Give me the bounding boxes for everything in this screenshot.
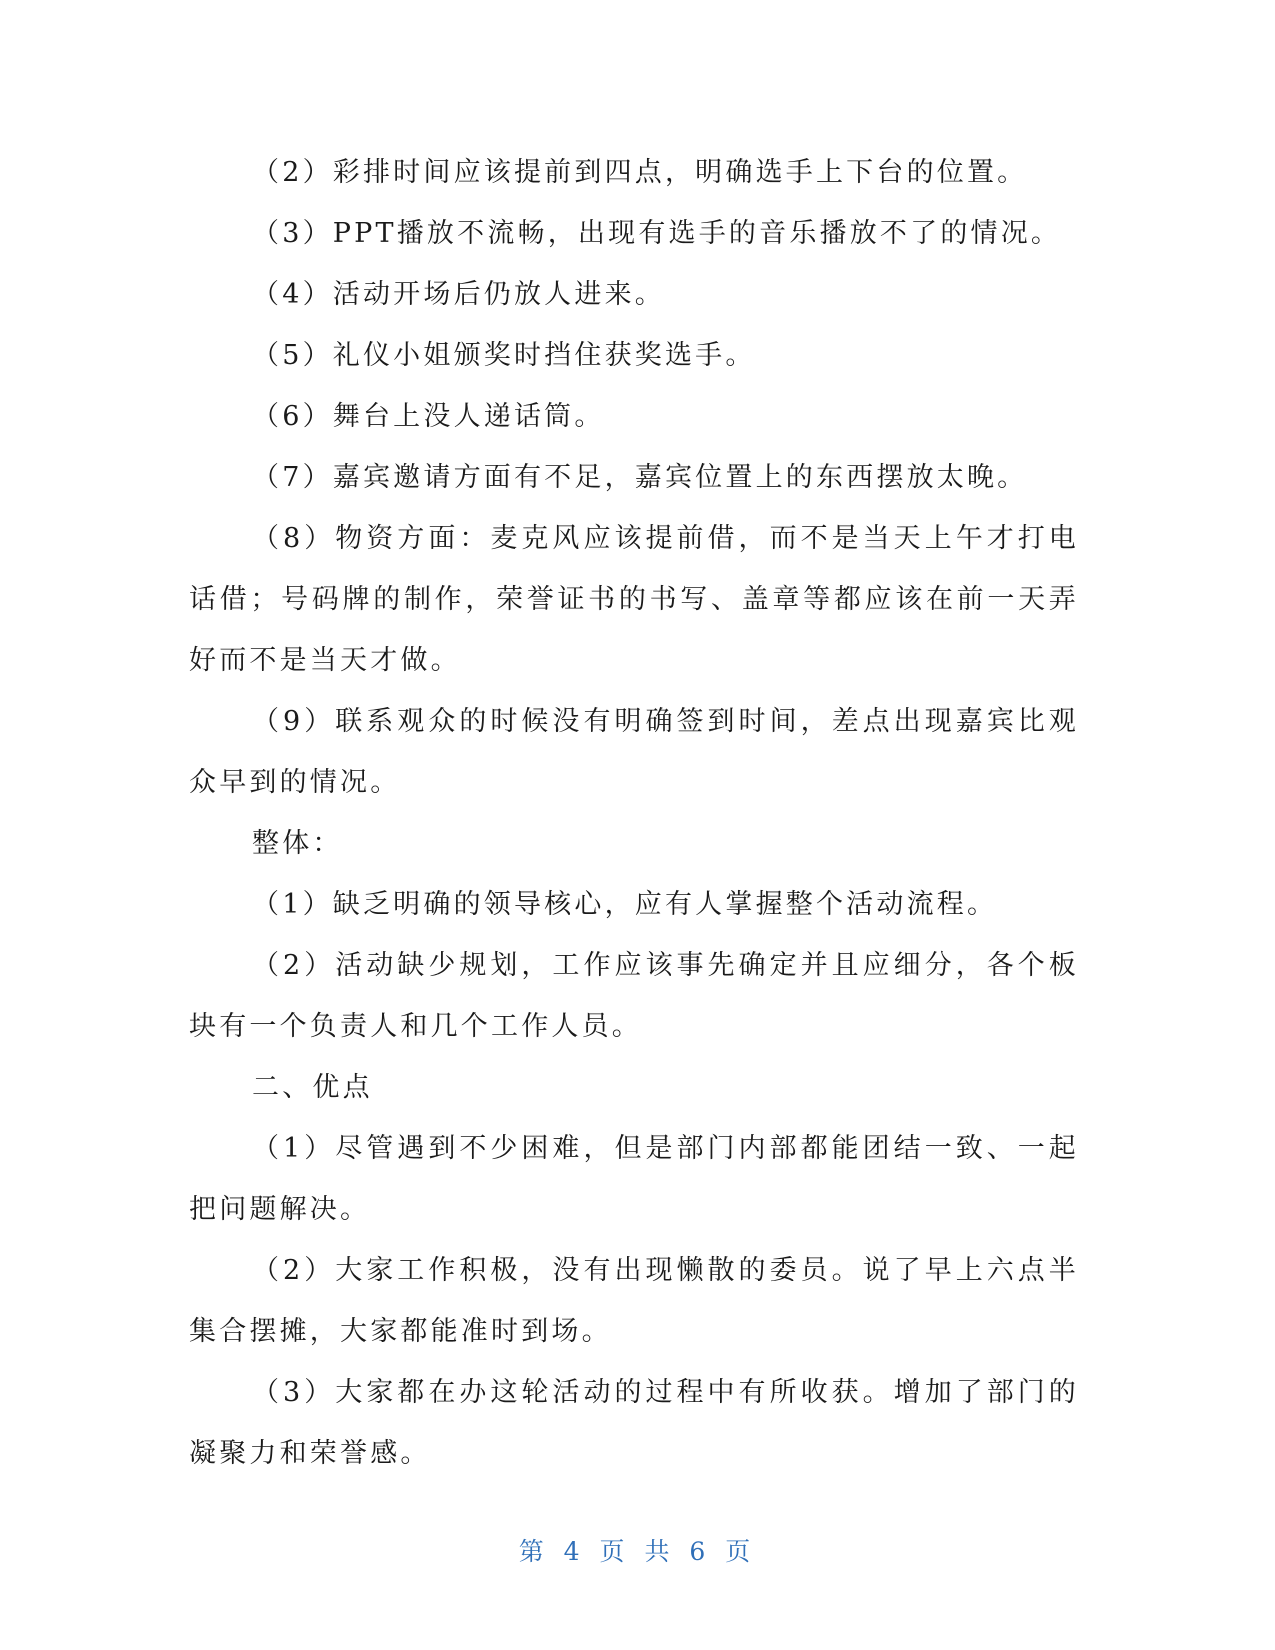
section-heading: 整体： bbox=[252, 828, 343, 859]
paragraph: （3）PPT播放不流畅，出现有选手的音乐播放不了的情况。 bbox=[252, 218, 1062, 249]
paragraph: （1）尽管遇到不少困难，但是部门内部都能团结一致、一起把问题解决。 bbox=[189, 1133, 1079, 1225]
paragraph: （3）大家都在办这轮活动的过程中有所收获。增加了部门的凝聚力和荣誉感。 bbox=[189, 1377, 1079, 1469]
paragraph: （9）联系观众的时候没有明确签到时间，差点出现嘉宾比观众早到的情况。 bbox=[189, 706, 1079, 798]
paragraph: （7）嘉宾邀请方面有不足，嘉宾位置上的东西摆放太晚。 bbox=[252, 462, 1028, 493]
paragraph: （8）物资方面：麦克风应该提前借，而不是当天上午才打电话借；号码牌的制作，荣誉证书的书写、盖章等都应该在前一天弄好而不是当天才做。 bbox=[189, 523, 1079, 676]
page-number-footer: 第 4 页 共 6 页 bbox=[518, 1537, 757, 1566]
paragraph: （4）活动开场后仍放人进来。 bbox=[252, 279, 665, 310]
paragraph: （5）礼仪小姐颁奖时挡住获奖选手。 bbox=[252, 340, 756, 371]
paragraph: （2）彩排时间应该提前到四点，明确选手上下台的位置。 bbox=[252, 157, 1028, 188]
paragraph: （2）活动缺少规划，工作应该事先确定并且应细分，各个板块有一个负责人和几个工作人员。 bbox=[189, 950, 1079, 1042]
paragraph: （1）缺乏明确的领导核心，应有人掌握整个活动流程。 bbox=[252, 889, 998, 920]
paragraph: （2）大家工作积极，没有出现懒散的委员。说了早上六点半集合摆摊，大家都能准时到场。 bbox=[189, 1255, 1079, 1347]
paragraph: （6）舞台上没人递话筒。 bbox=[252, 401, 605, 432]
section-heading: 二、优点 bbox=[252, 1072, 373, 1103]
document-body bbox=[189, 142, 1079, 1484]
